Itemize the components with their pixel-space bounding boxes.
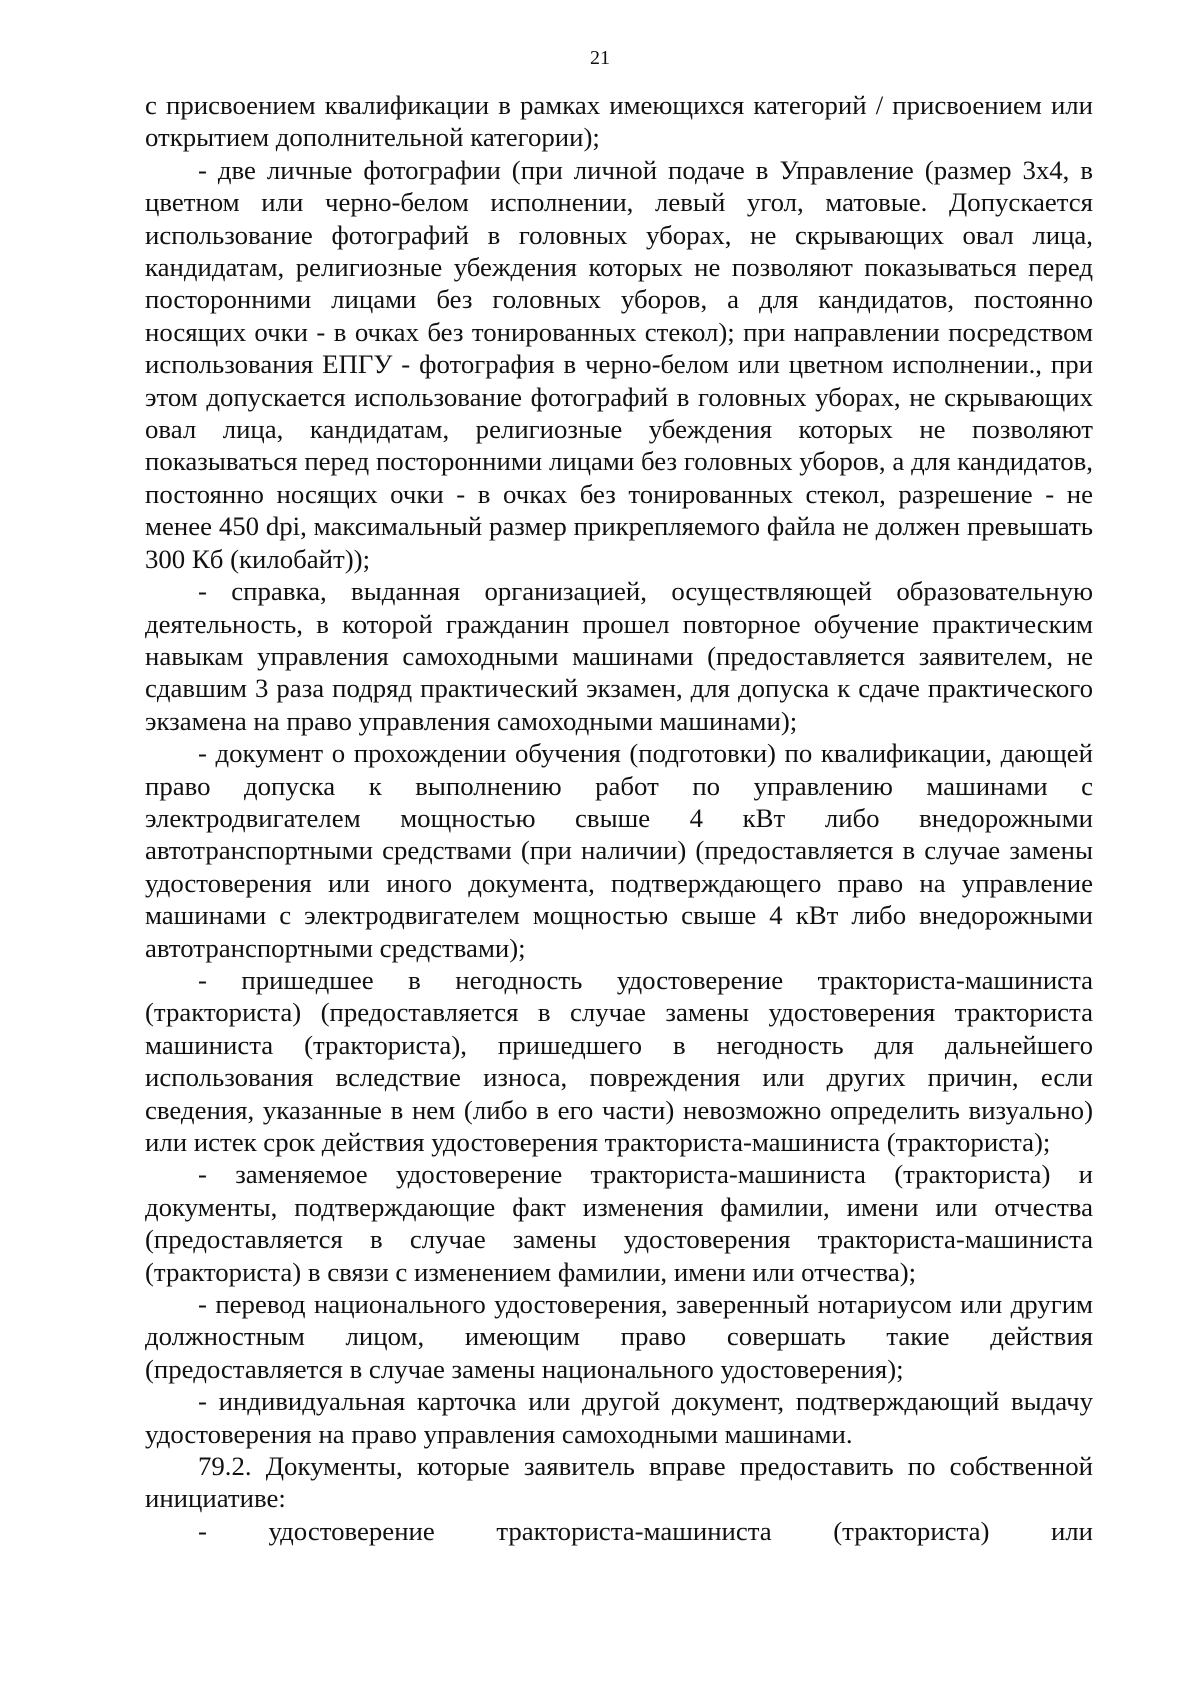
- page-number: 21: [590, 47, 610, 69]
- paragraph-continuation: с присвоением квалификации в рамках имеющихся категорий / присвоением или открытием дополнительной категории);: [145, 90, 1093, 153]
- paragraph-license-item: - удостоверение тракториста-машиниста (тракториста) или: [198, 1515, 1093, 1546]
- paragraph-photos: - две личные фотографии (при личной подаче в Управление (размер 3x4, в цветном или черно-белом исполнении, левый угол, матовые. Допускается использование фотографий в головных уборах, не скрывающих овал лица, кандидатам, религиозные убеждения которых не позволяют показываться перед посторонними лицами без головных уборов, а для кандидатов, постоянно носящих очки - в очках без тонированных стекол); при направлении посредством использования ЕПГУ - фотография в черно-белом или цветном исполнении., при этом допускается использование фотографий в головных уборах, не скрывающих овал лица, кандидатам, религиозные убеждения которых не позволяют показываться перед посторонними лицами без головных уборов, а для кандидатов, постоянно носящих очки - в очках без тонированных стекол, разрешение - не менее 450 dpi, максимальный размер прикрепляемого файла не должен превышать 300 Кб (килобайт));: [145, 154, 1093, 574]
- paragraph-qualification-document: - документ о прохождении обучения (подготовки) по квалификации, дающей право допуска к выполнению работ по управлению машинами с электродвигателем мощностью свыше 4 кВт либо внедорожными автотранспортными средствами (при наличии) (предоставляется в случае замены удостоверения или иного документа, подтверждающего право на управление машинами с электродвигателем мощностью свыше 4 кВт либо внедорожными автотранспортными средствами);: [145, 738, 1093, 963]
- paragraph-individual-card: - индивидуальная карточка или другой документ, подтверждающий выдачу удостоверения на право управления самоходными машинами.: [145, 1386, 1093, 1449]
- paragraph-national-license-translation: - перевод национального удостоверения, заверенный нотариусом или другим должностным лицом, имеющим право совершать такие действия (предоставляется в случае замены национального удостоверения);: [145, 1289, 1093, 1384]
- paragraph-damaged-license: - пришедшее в негодность удостоверение тракториста-машиниста (тракториста) (предоставляется в случае замены удостоверения тракториста машиниста (тракториста), пришедшего в негодность для дальнейшего использования вследствие износа, повреждения или других причин, если сведения, указанные в нем (либо в его части) невозможно определить визуально) или истек срок действия удостоверения тракториста-машиниста (тракториста);: [145, 964, 1093, 1157]
- document-body: [145, 89, 1093, 1547]
- paragraph-name-change: - заменяемое удостоверение тракториста-машиниста (тракториста) и документы, подтверждающие факт изменения фамилии, имени или отчества (предоставляется в случае замены удостоверения тракториста-машиниста (тракториста) в связи с изменением фамилии, имени или отчества);: [145, 1159, 1093, 1287]
- paragraph-training-certificate: - справка, выданная организацией, осуществляющей образовательную деятельность, в которой гражданин прошел повторное обучение практическим навыкам управления самоходными машинами (предоставляется заявителем, не сдавшим 3 раза подряд практический экзамен, для допуска к сдаче практического экзамена на право управления самоходными машинами);: [145, 576, 1093, 736]
- paragraph-section-79-2: 79.2. Документы, которые заявитель вправе предоставить по собственной инициативе:: [145, 1451, 1093, 1514]
